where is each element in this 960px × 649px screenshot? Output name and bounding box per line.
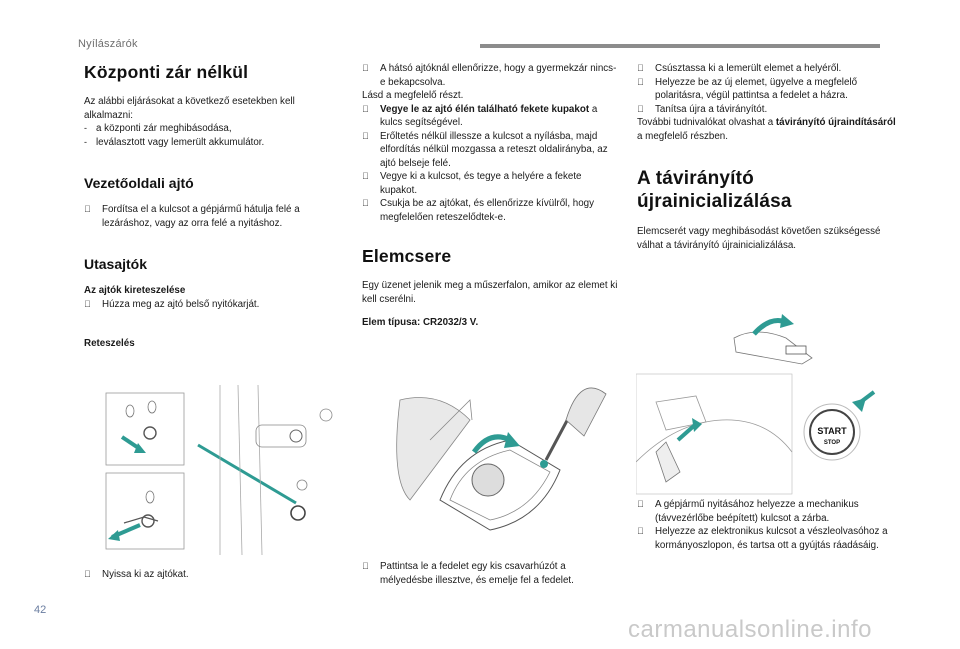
list-item: Erőltetés nélkül illessze a kulcsot a nyílásba, majd elfordítás nélkül mozgassa a reteszt oldalirányba, az ajtó belseje felé. bbox=[362, 130, 620, 171]
list-item: Helyezze be az új elemet, ügyelve a megfelelő polaritásra, végül pattintsa a fedelet a házra. bbox=[637, 76, 899, 103]
pry-steps bbox=[362, 560, 620, 587]
subsection-passenger-doors: Utasajtók bbox=[84, 256, 148, 272]
list-item: Csukja be az ajtókat, és ellenőrizze kívülről, hogy megfelelően reteszelődtek-e. bbox=[362, 197, 620, 224]
section-title-remote-reinit: A távirányító újrainicializálása bbox=[637, 168, 792, 212]
column-right bbox=[637, 62, 899, 252]
section-title-no-central-lock: Központi zár nélkül bbox=[84, 62, 249, 82]
arrow-bullet-icon bbox=[362, 62, 369, 76]
page-number: 42 bbox=[34, 604, 47, 616]
lock-heading: Reteszelés bbox=[84, 338, 135, 349]
cases-list bbox=[84, 122, 346, 149]
reinit-intro: Elemcserét vagy meghibásodást követően szükségessé válhat a távirányító újrainicializálása. bbox=[637, 226, 881, 251]
list-item: Vegye ki a kulcsot, és tegye a helyére a fekete kupakot. bbox=[362, 170, 620, 197]
intro-text: Az alábbi eljárásokat a következő esetekben kell alkalmazni: bbox=[84, 96, 295, 121]
battery-intro: Egy üzenet jelenik meg a műszerfalon, amikor az elemet ki kell cserélni. bbox=[362, 280, 618, 305]
battery-type: Elem típusa: CR2032/3 V. bbox=[362, 317, 479, 328]
header-rule bbox=[480, 44, 880, 48]
list-item: Csúsztassa ki a lemerült elemet a helyéről. bbox=[637, 62, 899, 76]
list-item: Vegye le az ajtó élén található fekete kupakot a kulcs segítségével. bbox=[362, 103, 620, 130]
column-middle bbox=[362, 62, 620, 330]
arrow-bullet-icon bbox=[362, 197, 369, 211]
list-item: - a központi zár meghibásodása, bbox=[84, 123, 232, 134]
list-item: Pattintsa le a fedelet egy kis csavarhúzót a mélyedésbe illesztve, és emelje fel a fedelet. bbox=[362, 560, 620, 587]
reinit-steps bbox=[637, 498, 899, 552]
start-label: START bbox=[817, 426, 847, 436]
arrow-bullet-icon bbox=[637, 103, 644, 117]
arrow-bullet-icon bbox=[362, 560, 369, 574]
rear-check-steps bbox=[362, 62, 620, 89]
column-left bbox=[84, 62, 346, 351]
stop-label: STOP bbox=[823, 440, 841, 446]
arrow-bullet-icon bbox=[84, 568, 91, 582]
unlock-heading: Az ajtók kireteszelése bbox=[84, 285, 186, 296]
list-item: Nyissa ki az ajtókat. bbox=[84, 568, 346, 582]
arrow-bullet-icon bbox=[84, 298, 91, 312]
column-middle-footer bbox=[362, 560, 620, 587]
driver-steps bbox=[84, 203, 346, 230]
battery-steps bbox=[637, 62, 899, 116]
arrow-bullet-icon bbox=[84, 203, 91, 217]
list-item: Tanítsa újra a távirányítót. bbox=[637, 103, 899, 117]
column-left-footer bbox=[84, 568, 346, 582]
arrow-bullet-icon bbox=[637, 62, 644, 76]
list-item: A gépjármű nyitásához helyezze a mechanikus (távvezérlőbe beépített) kulcsot a zárba. bbox=[637, 498, 899, 525]
section-title-battery: Elemcsere bbox=[362, 246, 452, 266]
arrow-bullet-icon bbox=[637, 498, 644, 512]
unlock-steps bbox=[84, 298, 346, 312]
list-item: - leválasztott vagy lemerült akkumulátor. bbox=[84, 136, 265, 148]
battery-replacement-illustration bbox=[370, 380, 620, 550]
list-item: Fordítsa el a kulcsot a gépjármű hátulja felé a lezáráshoz, vagy az orra felé a nyitáshoz. bbox=[84, 203, 346, 230]
arrow-bullet-icon bbox=[362, 170, 369, 184]
column-right-footer bbox=[637, 498, 899, 552]
arrow-bullet-icon bbox=[362, 103, 369, 117]
running-header: Nyílászárók bbox=[78, 38, 138, 50]
list-item: Helyezze az elektronikus kulcsot a vészleolvasóhoz a kormányoszlopon, és tartsa ott a gyújtás ráadásáig. bbox=[637, 525, 899, 552]
list-item: Húzza meg az ajtó belső nyitókarját. bbox=[84, 298, 346, 312]
see-section-text: Lásd a megfelelő részt. bbox=[362, 90, 464, 101]
list-item: A hátsó ajtóknál ellenőrizze, hogy a gyermekzár nincs-e bekapcsolva. bbox=[362, 62, 620, 89]
watermark: carmanualsonline.info bbox=[628, 616, 872, 643]
open-doors-steps bbox=[84, 568, 346, 582]
arrow-bullet-icon bbox=[637, 76, 644, 90]
arrow-bullet-icon bbox=[637, 525, 644, 539]
lock-steps bbox=[362, 103, 620, 225]
door-lock-illustration bbox=[100, 385, 345, 555]
start-button-illustration bbox=[636, 312, 886, 496]
subsection-driver-door: Vezetőoldali ajtó bbox=[84, 175, 194, 191]
arrow-bullet-icon bbox=[362, 130, 369, 144]
more-info-text: További tudnivalókat olvashat a távirányító újraindításáról a megfelelő részben. bbox=[637, 117, 896, 142]
